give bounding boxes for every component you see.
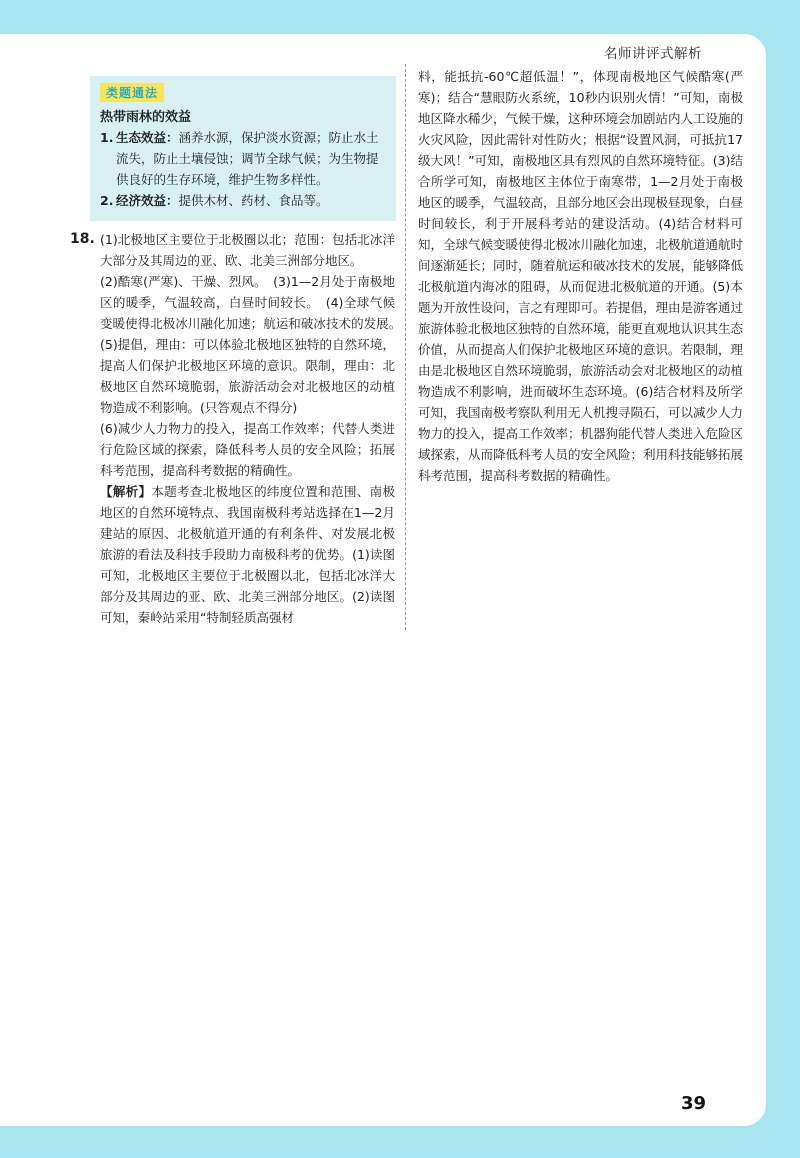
tip-item-number: 2. (100, 193, 114, 208)
page-number: 39 (680, 1093, 706, 1114)
left-column (70, 76, 408, 628)
tip-item-body: 提供木材、药材、食品等。 (178, 193, 329, 208)
page-sheet (0, 34, 766, 1126)
answer-paragraph: (6)减少人力物力的投入，提高工作效率；代替人类进行危险区域的探索，降低科考人员的安全风险；拓展科考范围，提高科考数据的精确性。 (100, 421, 395, 478)
question-18 (70, 229, 408, 628)
analysis-tag: 【解析】 (100, 484, 152, 499)
question-body (100, 229, 408, 628)
tip-item-number: 1. (100, 130, 114, 145)
tip-item-body: 涵养水源，保护淡水资源；防止水土流失，防止土壤侵蚀；调节全球气候；为生物提供良好的生存环境，维护生物多样性。 (116, 130, 379, 187)
analysis-text-right: 料，能抵抗-60℃超低温！”，体现南极地区气候酷寒(严寒)；结合“慧眼防火系统，10秒内识别火情！”可知，南极地区降水稀少，气候干燥，这种环境会加剧站内人工设施的火灾风险，因此需针对性防火；根据“设置风洞，可抵抗17级大风！”可知，南极地区具有烈风的自然环境特征。(3)结合所学可知，南极地区主体位于南寒带，1—2月处于南极地区的暖季，气温较高，且部分地区会出现极昼现象，白昼时间较长，利于开展科考站的建设活动。(4)结合材料可知，全球气候变暖使得北极冰川融化加速，北极航道通航时间逐渐延长；同时，随着航运和破冰技术的发展，能够降低北极航道内海冰的阻碍，从而促进北极航道的开通。(5)本题为开放性设问，言之有理即可。若提倡，理由是游客通过旅游体验北极地区独特的自然环境，能更直观地认识其生态价值，从而提高人们保护北极地区环境的意识。若限制，理由是北极地区自然环境脆弱，旅游活动会对北极地区的动植物造成不利影响，进而破坏生态环境。(6)结合材料及所学可知，我国南极考察队利用无人机搜寻陨石，可以减少人力物力的投入，提高工作效率；机器狗能代替人类进入危险区域探索，从而降低科考人员的安全风险；利用科技能够拓展科考范围，提高科考数据的精确性。 (418, 69, 744, 483)
analysis-text-left: 本题考查北极地区的纬度位置和范围、南极地区的自然环境特点、我国南极科考站选择在1—2月建站的原因、北极航道开通的有利条件、对发展北极旅游的看法及科技手段助力南极科考的优势。(1)读图可知，北极地区主要位于北极圈以北，包括北冰洋大部分及其周边的亚、欧、北美三洲部分地区。(2)读图可知，秦岭站采用“特制轻质高强材 (100, 484, 395, 625)
tip-item-text (116, 127, 390, 190)
analysis-paragraph (100, 481, 395, 628)
tip-heading: 热带雨林的效益 (100, 110, 192, 125)
answer-paragraph: (1)北极地区主要位于北极圈以北；范围：包括北冰洋大部分及其周边的亚、欧、北美三洲部分地区。 (100, 232, 395, 268)
column-divider (405, 64, 406, 630)
header-title: 名师讲评式解析 (604, 46, 702, 62)
tip-item (100, 127, 390, 190)
tip-item-text (116, 190, 329, 211)
tip-item (100, 190, 390, 211)
tip-tag: 类题通法 (100, 83, 164, 102)
answer-paragraph: (2)酷寒(严寒)、干燥、烈风。 (3)1—2月处于南极地区的暖季，气温较高，白昼时间较长。 (4)全球气候变暖使得北极冰川融化加速；航运和破冰技术的发展。 (5)提倡，理由：可以体验北极地区独特的自然环境，提高人们保护北极地区环境的意识。限制，理由：北极地区自然环境脆弱，旅游活动会对北极地区的动植物造成不利影响。(只答观点不得分) (100, 274, 408, 415)
tip-item-head: 生态效益： (116, 130, 179, 145)
right-column (418, 66, 743, 486)
tip-item-head: 经济效益： (116, 193, 179, 208)
question-number: 18. (70, 231, 95, 247)
tip-box (90, 76, 396, 221)
